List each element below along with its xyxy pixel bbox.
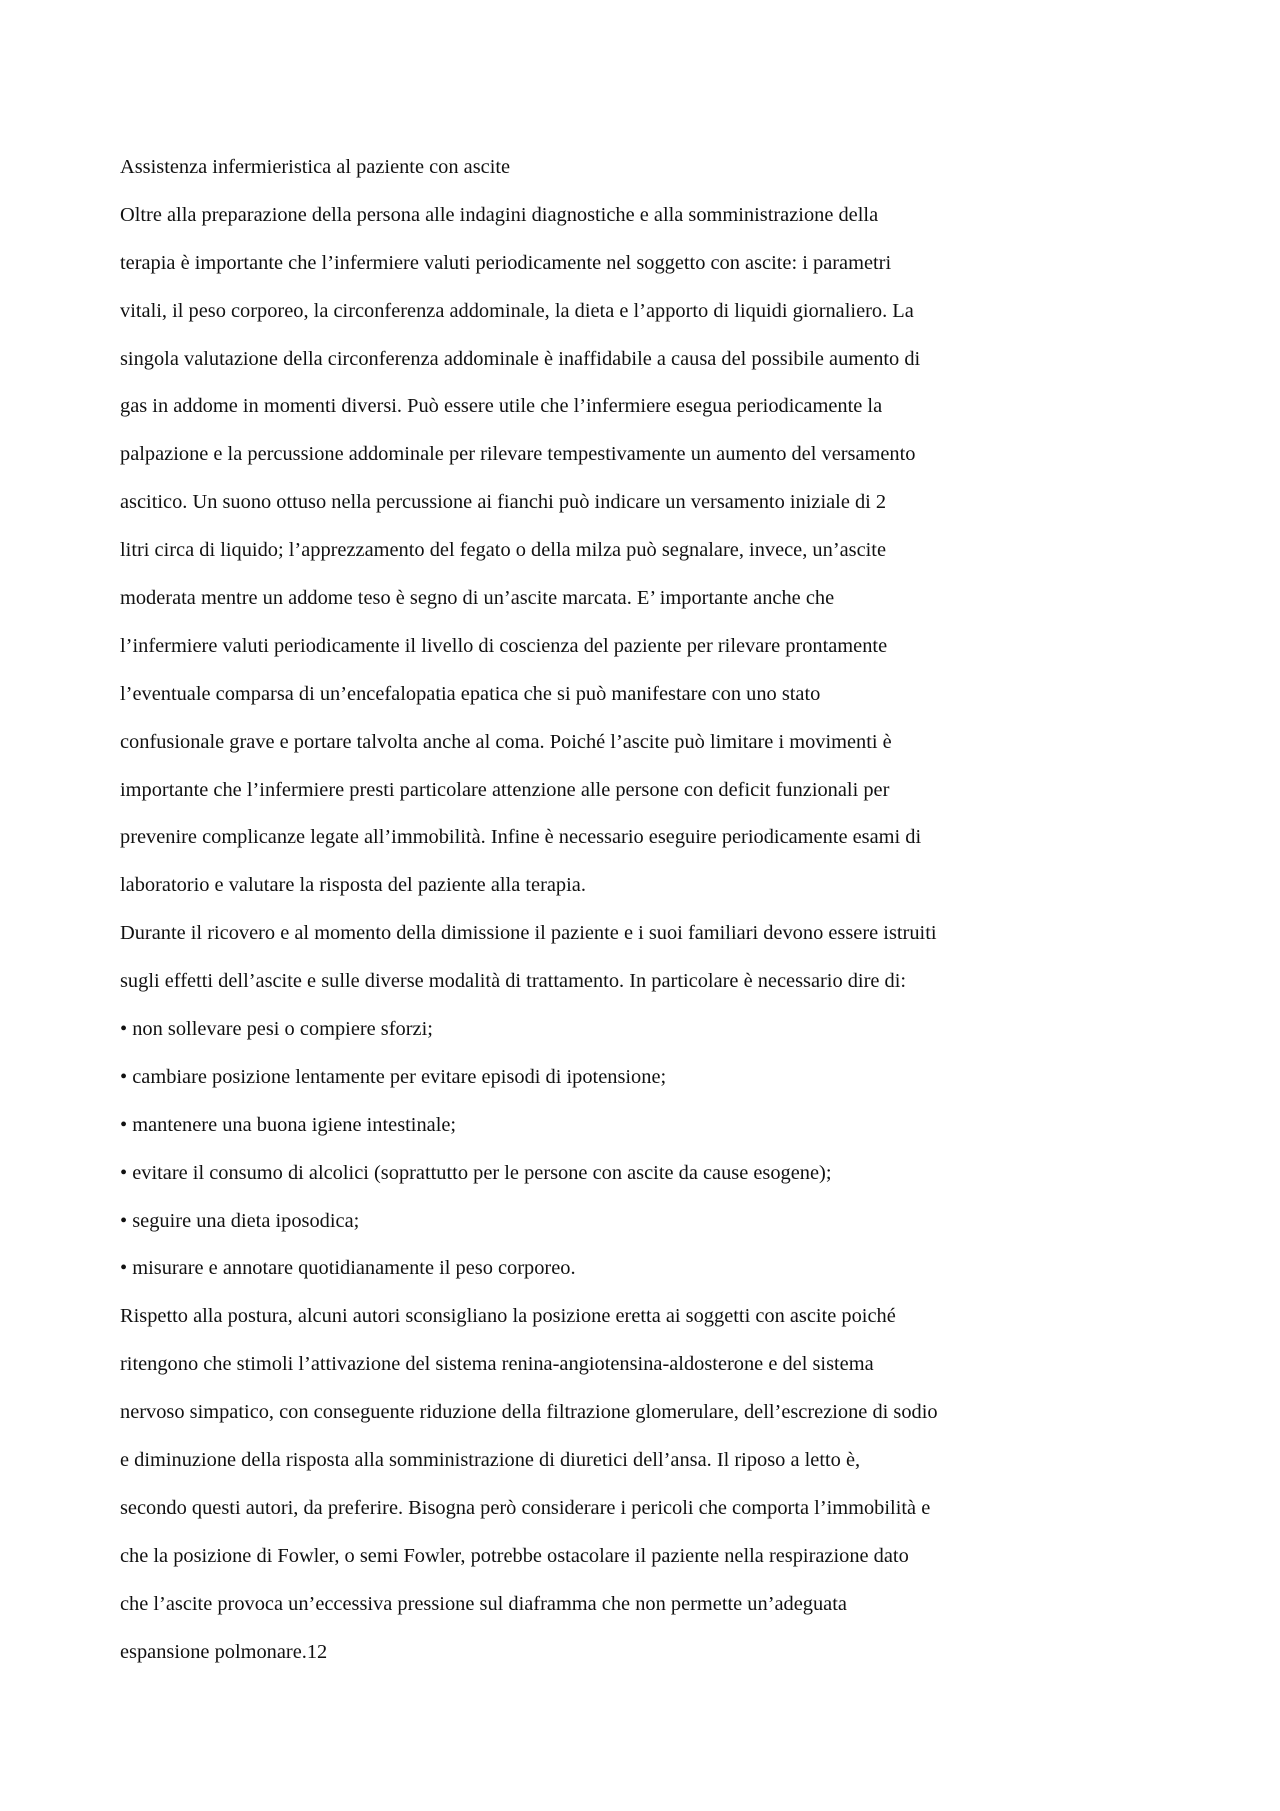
bullet-item: • misurare e annotare quotidianamente il peso corporeo. [120,1257,576,1280]
body-line: e diminuzione della risposta alla somministrazione di diuretici dell’ansa. Il riposo a letto è, [120,1449,861,1472]
bullet-item: • evitare il consumo di alcolici (soprattutto per le persone con ascite da cause esogene); [120,1161,832,1184]
body-line: litri circa di liquido; l’apprezzamento del fegato o della milza può segnalare, invece, un’ascite [120,539,887,562]
document-title: Assistenza infermieristica al paziente con ascite [120,156,511,178]
body-line: moderata mentre un addome teso è segno di un’ascite marcata. E’ importante anche che [120,587,835,610]
body-line: laboratorio e valutare la risposta del paziente alla terapia. [120,874,586,897]
body-line: gas in addome in momenti diversi. Può essere utile che l’infermiere esegua periodicamente la [120,395,883,418]
body-line: palpazione e la percussione addominale per rilevare tempestivamente un aumento del versamento [120,443,916,466]
body-line: prevenire complicanze legate all’immobilità. Infine è necessario eseguire periodicamente esami di [120,826,922,849]
body-line: espansione polmonare.12 [120,1640,328,1663]
body-line: importante che l’infermiere presti particolare attenzione alle persone con deficit funzionali per [120,778,890,801]
bullet-item: • non sollevare pesi o compiere sforzi; [120,1018,433,1041]
body-line: l’eventuale comparsa di un’encefalopatia epatica che si può manifestare con uno stato [120,682,821,705]
body-line: Durante il ricovero e al momento della dimissione il paziente e i suoi familiari devono essere istruiti [120,922,937,945]
bullet-item: • seguire una dieta iposodica; [120,1209,360,1232]
body-line: secondo questi autori, da preferire. Bisogna però considerare i pericoli che comporta l’immobilità e [120,1496,931,1519]
body-line: ascitico. Un suono ottuso nella percussione ai fianchi può indicare un versamento iniziale di 2 [120,491,887,514]
body-line: ritengono che stimoli l’attivazione del sistema renina-angiotensina-aldosterone e del sistema [120,1353,874,1376]
body-line: l’infermiere valuti periodicamente il livello di coscienza del paziente per rilevare prontamente [120,634,888,657]
body-line: sugli effetti dell’ascite e sulle diverse modalità di trattamento. In particolare è necessario dire di: [120,970,907,993]
bullet-item: • mantenere una buona igiene intestinale; [120,1113,457,1136]
body-line: terapia è importante che l’infermiere valuti periodicamente nel soggetto con ascite: i parametri [120,251,892,274]
bullet-item: • cambiare posizione lentamente per evitare episodi di ipotensione; [120,1065,667,1088]
body-line: vitali, il peso corporeo, la circonferenza addominale, la dieta e l’apporto di liquidi giornaliero. La [120,299,914,322]
body-line: Oltre alla preparazione della persona alle indagini diagnostiche e alla somministrazione della [120,203,879,226]
body-line: Rispetto alla postura, alcuni autori sconsigliano la posizione eretta ai soggetti con ascite poiché [120,1305,896,1328]
body-line: che la posizione di Fowler, o semi Fowler, potrebbe ostacolare il paziente nella respirazione dato [120,1544,909,1567]
document-body [120,144,1080,1677]
body-line: confusionale grave e portare talvolta anche al coma. Poiché l’ascite può limitare i movimenti è [120,730,892,753]
body-line: singola valutazione della circonferenza addominale è inaffidabile a causa del possibile aumento di [120,347,921,370]
body-line: che l’ascite provoca un’eccessiva pressione sul diaframma che non permette un’adeguata [120,1592,847,1615]
body-line: nervoso simpatico, con conseguente riduzione della filtrazione glomerulare, dell’escrezione di sodio [120,1401,938,1424]
